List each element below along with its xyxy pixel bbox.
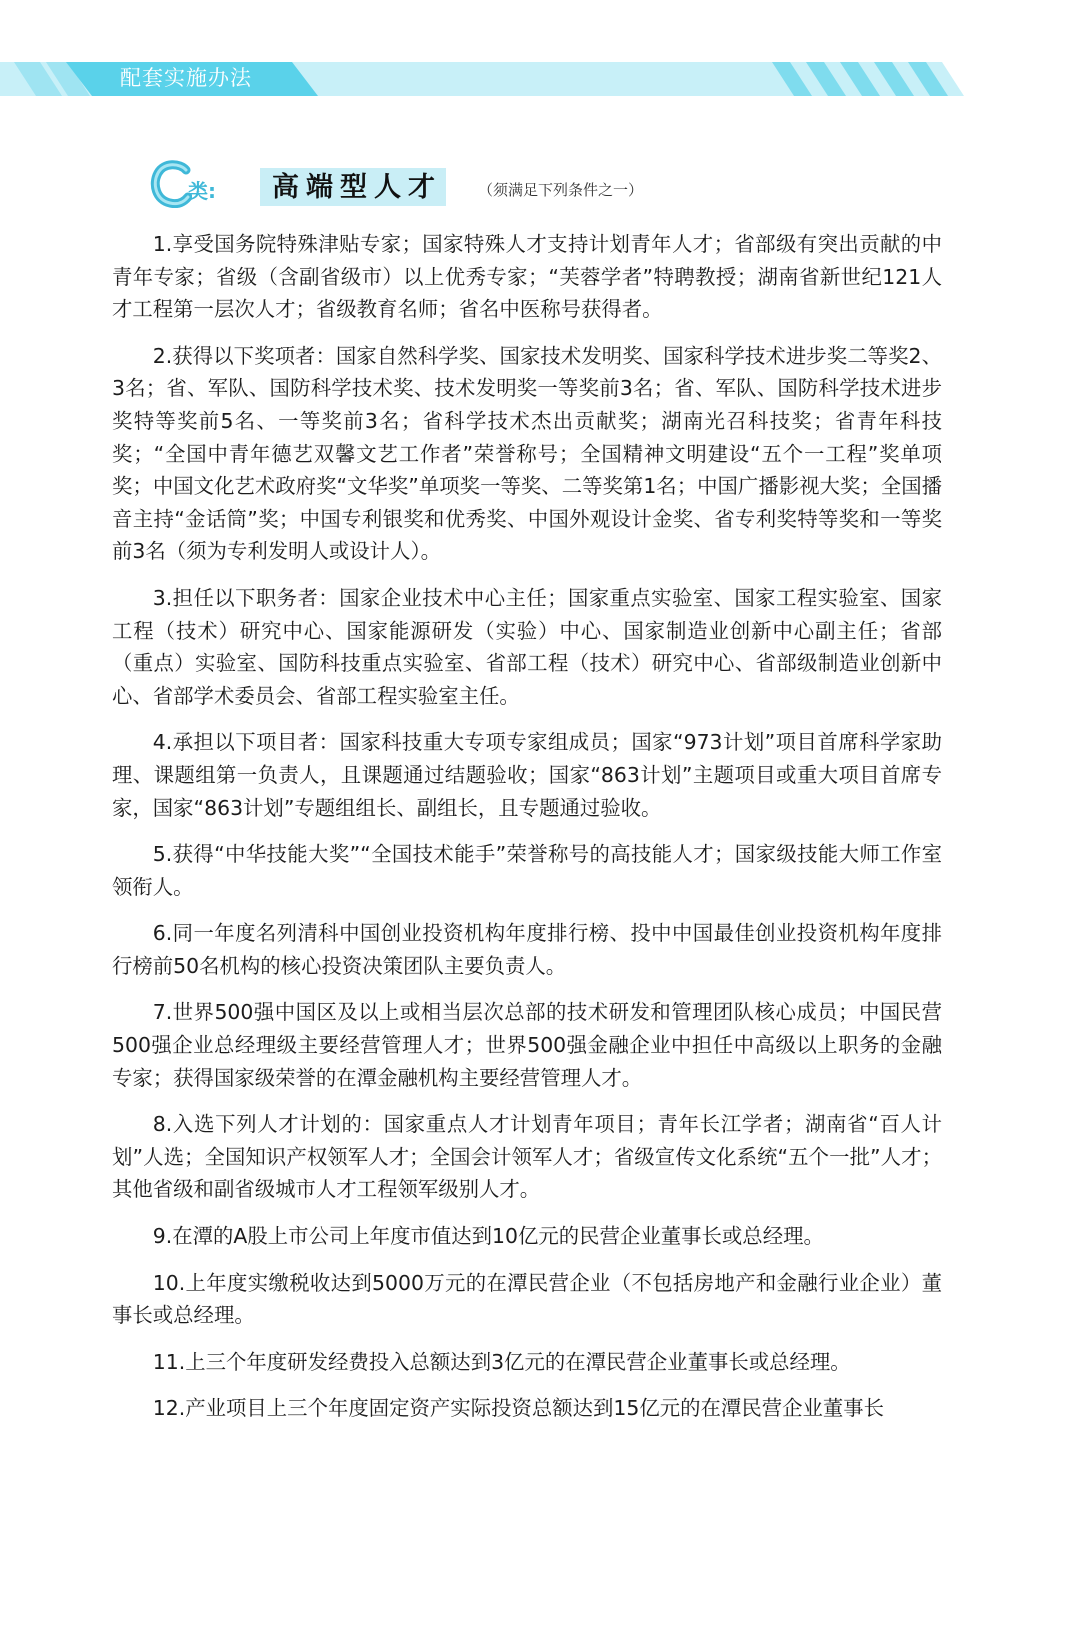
criteria-item: 3.担任以下职务者：国家企业技术中心主任；国家重点实验室、国家工程实验室、国家工程（技术）研究中心、国家能源研发（实验）中心、国家制造业创新中心副主任；省部（重点）实验室、国防科技重点实验室、省部工程（技术）研究中心、省部级制造业创新中心、省部学术委员会、省部工程实验室主任。: [112, 585, 942, 708]
category-c-badge-icon: [150, 160, 192, 208]
criteria-item: 12.产业项目上三个年度固定资产实际投资总额达到15亿元的在潭民营企业董事长: [152, 1396, 885, 1421]
criteria-item: 1.享受国务院特殊津贴专家；国家特殊人才支持计划青年人才；省部级有突出贡献的中青年专家；省级（含副省级市）以上优秀专家；“芙蓉学者”特聘教授；湖南省新世纪121人才工程第一层次人才；省级教育名师；省名中医称号获得者。: [112, 232, 942, 322]
header-band-end: [942, 62, 1080, 96]
section-condition-note: （须满足下列条件之一）: [478, 181, 644, 199]
criteria-list: [112, 228, 942, 1439]
section-heading: [150, 160, 950, 220]
category-label: 类:: [188, 179, 216, 203]
criteria-item: 7.世界500强中国区及以上或相当层次总部的技术研发和管理团队核心成员；中国民营500强企业总经理级主要经营管理人才；世界500强金融企业中担任中高级以上职务的金融专家；获得国家级荣誉的在潭金融机构主要经营管理人才。: [112, 1000, 942, 1090]
criteria-item: 4.承担以下项目者：国家科技重大专项专家组成员；国家“973计划”项目首席科学家助理、课题组第一负责人，且课题通过结题验收；国家“863计划”主题项目或重大项目首席专家，国家“863计划”专题组组长、副组长，且专题通过验收。: [112, 730, 942, 820]
page-header-band: [0, 0, 1080, 110]
section-title: 高端型人才: [272, 172, 442, 203]
criteria-item: 5.获得“中华技能大奖”“全国技术能手”荣誉称号的高技能人才；国家级技能大师工作室领衔人。: [112, 842, 942, 899]
header-title: 配套实施办法: [120, 66, 252, 90]
header-stripe-graphic: [0, 0, 1080, 110]
criteria-item: 2.获得以下奖项者：国家自然科学奖、国家技术发明奖、国家科学技术进步奖二等奖2、3名；省、军队、国防科学技术奖、技术发明奖一等奖前3名；省、军队、国防科学技术进步奖特等奖前5名、一等奖前3名；省科学技术杰出贡献奖；湖南光召科技奖；省青年科技奖；“全国中青年德艺双馨文艺工作者”荣誉称号；全国精神文明建设“五个一工程”奖单项奖；中国文化艺术政府奖“文华奖”单项奖一等奖、二等奖第1名；中国广播影视大奖；全国播音主持“金话筒”奖；中国专利银奖和优秀奖、中国外观设计金奖、省专利奖特等奖和一等奖前3名（须为专利发明人或设计人）。: [112, 343, 942, 564]
criteria-item: 10.上年度实缴税收达到5000万元的在潭民营企业（不包括房地产和金融行业企业）董事长或总经理。: [112, 1270, 942, 1328]
criteria-item: 8.入选下列人才计划的：国家重点人才计划青年项目；青年长江学者；湖南省“百人计划”人选；全国知识产权领军人才；全国会计领军人才；省级宣传文化系统“五个一批”人才；其他省级和副省级城市人才工程领军级别人才。: [112, 1112, 942, 1202]
criteria-item: 6.同一年度名列清科中国创业投资机构年度排行榜、投中中国最佳创业投资机构年度排行榜前50名机构的核心投资决策团队主要负责人。: [112, 921, 942, 978]
criteria-item: 11.上三个年度研发经费投入总额达到3亿元的在潭民营企业董事长或总经理。: [152, 1349, 851, 1374]
criteria-item: 9.在潭的A股上市公司上年度市值达到10亿元的民营企业董事长或总经理。: [152, 1224, 824, 1249]
